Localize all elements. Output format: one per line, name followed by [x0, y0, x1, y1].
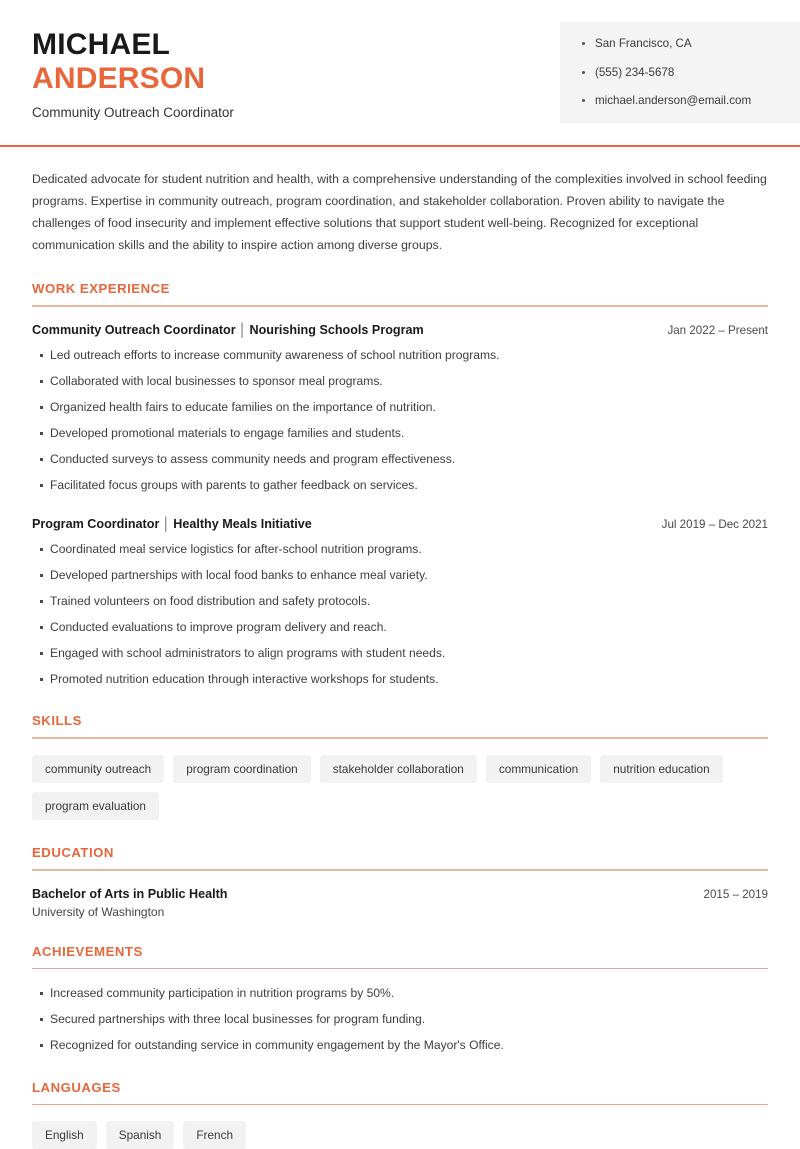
list-item: Coordinated meal service logistics for after-school nutrition programs. [32, 541, 768, 559]
contact-item-email [582, 93, 784, 109]
skill-pill: community outreach [32, 755, 164, 783]
experience-entry [32, 323, 768, 495]
experience-organization: Healthy Meals Initiative [173, 516, 312, 531]
experience-bullet-list [32, 541, 768, 689]
languages-pill-row [32, 1121, 768, 1149]
list-item: Recognized for outstanding service in community engagement by the Mayor's Office. [32, 1037, 768, 1055]
section-divider-skills [32, 737, 768, 739]
experience-bullet-list [32, 347, 768, 495]
list-item: Promoted nutrition education through interactive workshops for students. [32, 671, 768, 689]
contact-email-text: michael.anderson@email.com [595, 94, 752, 108]
identity-block [0, 22, 234, 120]
contact-location-text: San Francisco, CA [595, 37, 692, 50]
education-degree: Bachelor of Arts in Public Health [32, 886, 228, 901]
section-divider-languages [32, 1104, 768, 1106]
experience-organization: Nourishing Schools Program [249, 322, 424, 337]
contact-phone-text: (555) 234-5678 [595, 65, 675, 79]
section-divider-education [32, 869, 768, 871]
skill-pill: program evaluation [32, 792, 159, 820]
contact-list [582, 36, 784, 109]
language-pill: English [32, 1121, 97, 1149]
list-item: Led outreach efforts to increase community awareness of school nutrition programs. [32, 347, 768, 365]
list-item: Engaged with school administrators to align programs with student needs. [32, 645, 768, 663]
section-skills [32, 713, 768, 820]
list-item: Conducted evaluations to improve program delivery and reach. [32, 619, 768, 637]
last-name: ANDERSON [32, 62, 206, 96]
list-item: Organized health fairs to educate families on the importance of nutrition. [32, 399, 768, 417]
list-item: Collaborated with local businesses to sponsor meal programs. [32, 373, 768, 391]
skill-pill: stakeholder collaboration [320, 755, 477, 783]
list-item: Trained volunteers on food distribution and safety protocols. [32, 593, 768, 611]
list-item: Conducted surveys to assess community needs and program effectiveness. [32, 451, 768, 469]
section-divider-work-experience [32, 305, 768, 307]
list-item: Developed partnerships with local food banks to enhance meal variety. [32, 567, 768, 585]
skills-pill-row [32, 755, 768, 820]
professional-summary: Dedicated advocate for student nutrition and health, with a comprehensive understanding of the complexities involved in school feeding programs. Expertise in community outreach, program coordination, and stakeholder collaboration. Proven ability to navigate the challenges of food insecurity and implement effective solutions that support student well-being. Recognized for exceptional communication skills and the ability to inspire action among diverse groups. [32, 171, 767, 252]
experience-title-line [32, 323, 424, 337]
resume-header [0, 0, 800, 123]
list-item: Developed promotional materials to engage families and students. [32, 425, 768, 443]
list-item: Facilitated focus groups with parents to gather feedback on services. [32, 477, 768, 495]
experience-role: Community Outreach Coordinator [32, 322, 236, 337]
title-separator: │ [162, 516, 171, 531]
experience-date-range: Jan 2022 – Present [667, 323, 768, 337]
language-pill: Spanish [106, 1121, 175, 1149]
contact-info-box [560, 22, 800, 123]
section-divider-achievements [32, 968, 768, 970]
first-name: MICHAEL [32, 28, 171, 61]
section-title-languages: LANGUAGES [32, 1079, 121, 1095]
section-work-experience [32, 281, 768, 688]
language-pill: French [183, 1121, 246, 1149]
title-separator: │ [238, 322, 247, 337]
skill-pill: program coordination [173, 755, 310, 783]
section-languages [32, 1080, 768, 1149]
contact-item-phone [582, 65, 784, 81]
section-title-work-experience: WORK EXPERIENCE [32, 281, 170, 297]
list-item: Secured partnerships with three local businesses for program funding. [32, 1011, 768, 1029]
header-divider [0, 145, 800, 147]
skill-pill: communication [486, 755, 591, 783]
experience-entry-header [32, 517, 768, 531]
experience-title-line [32, 517, 312, 531]
section-education [32, 845, 768, 919]
education-entry-header [32, 887, 768, 901]
section-achievements [32, 944, 768, 1055]
education-date-range: 2015 – 2019 [703, 887, 768, 901]
section-title-achievements: ACHIEVEMENTS [32, 943, 143, 959]
contact-item-location [582, 36, 784, 52]
experience-entry [32, 517, 768, 689]
experience-date-range: Jul 2019 – Dec 2021 [661, 517, 768, 531]
list-item: Increased community participation in nutrition programs by 50%. [32, 985, 768, 1003]
achievements-bullet-list [32, 985, 768, 1055]
professional-title: Community Outreach Coordinator [32, 105, 234, 121]
skill-pill: nutrition education [600, 755, 722, 783]
experience-entry-header [32, 323, 768, 337]
education-institution: University of Washington [32, 904, 165, 919]
section-title-skills: SKILLS [32, 713, 82, 729]
resume-body [0, 169, 800, 1149]
education-entry [32, 887, 768, 919]
experience-role: Program Coordinator [32, 516, 160, 531]
section-title-education: EDUCATION [32, 845, 114, 861]
